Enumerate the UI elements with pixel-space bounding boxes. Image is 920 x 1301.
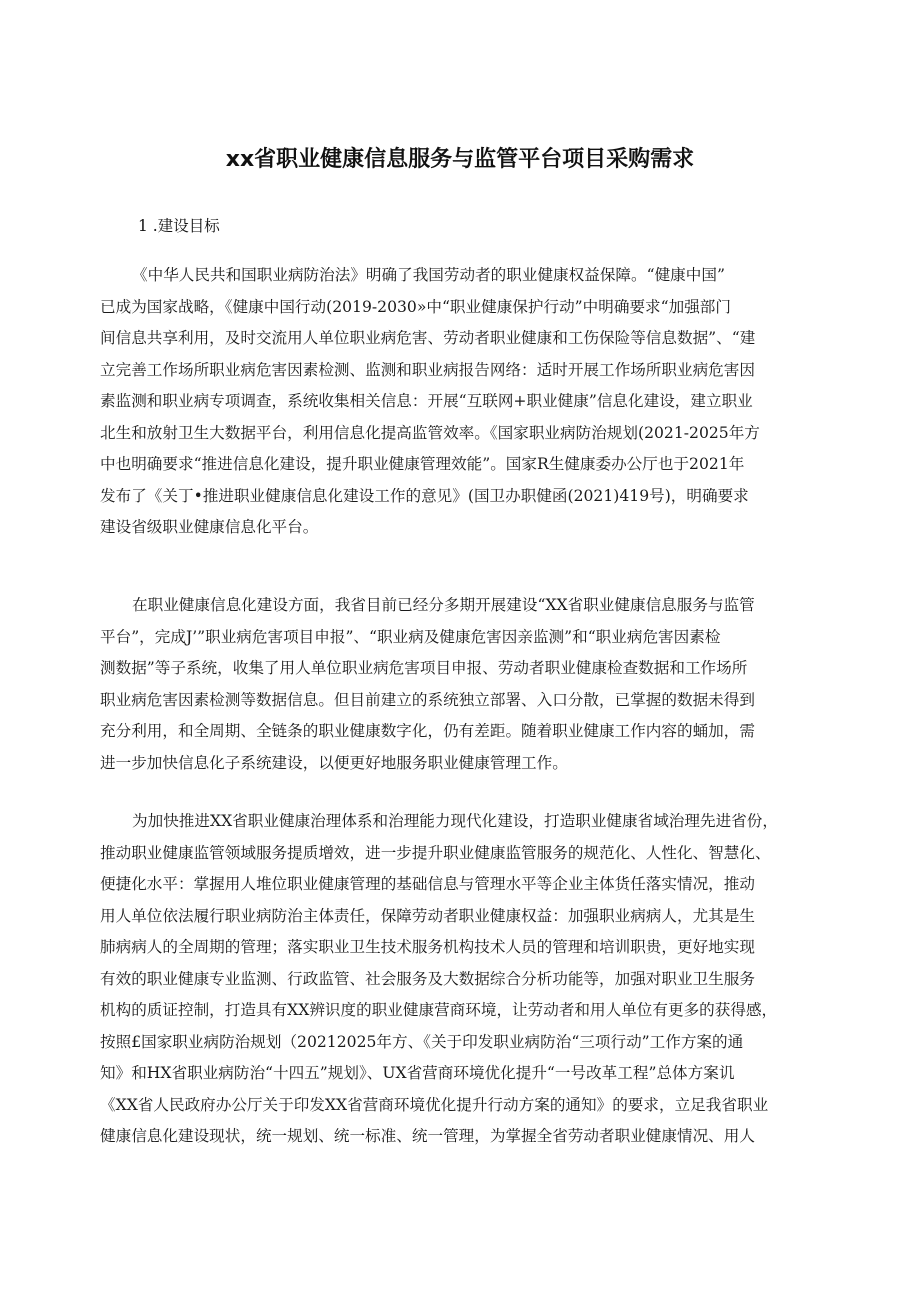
paragraph-line: 有效的职业健康专业监测、行政监管、社会服务及大数据综合分析功能等，加强对职业卫生服务: [100, 969, 755, 988]
paragraph-line: 机构的质证控制，打造具有XX辨识度的职业健康营商环境，让劳动者和用人单位有更多的获得感，: [100, 1001, 778, 1019]
paragraph-line: 中也明确要求“推进信息化建设，提升职业健康管理效能”。国家R生健康委办公厅也于2021年: [100, 455, 745, 473]
paragraph-line: 《中华人民共和国职业病防治法》明确了我国劳动者的职业健康权益保障。“健康中国”: [132, 266, 725, 284]
paragraph-line: 进一步加快信息化子系统建设，以便更好地服务职业健康管理工作。: [100, 753, 568, 772]
paragraph-objectives: [100, 806, 820, 1153]
paragraph-line: 肺病病人的全周期的管理；落实职业卫生技术服务机构技术人员的管理和培训职贵，更好地实现: [100, 938, 755, 956]
paragraph-line: 北生和放射卫生大数据平台，利用信息化提高监管效率。《国家职业病防治规划(2021-2025年方: [100, 423, 760, 442]
paragraph-line: 健康信息化建设现状，统一规划、统一标准、统一管理，为掌握全省劳动者职业健康情况、用人: [100, 1127, 755, 1145]
paragraph-line: 用人单位依法履行职业病防治主体责任，保障劳动者职业健康权益：加强职业病病人，尤其是生: [100, 906, 755, 925]
paragraph-legal-basis: [100, 260, 820, 544]
section-heading: 1 .建设目标: [138, 217, 220, 235]
paragraph-current-status: [100, 590, 820, 779]
paragraph-line: 测数据”等子系统，收集了用人单位职业病危害项目申报、劳动者职业健康检查数据和工作场所: [100, 659, 748, 677]
paragraph-line: 素监测和职业病专项调查，系统收集相关信息：开展“互联网+职业健康”信息化建设，建立职业: [100, 392, 753, 410]
paragraph-line: 知》和HX省职业病防治“十四五”规划》、UX省营商环境优化提升“一号改革工程”总体方案讥: [100, 1064, 735, 1082]
paragraph-line: 便捷化水平：掌握用人堆位职业健康管理的基础信息与管理水平等企业主体货任落实情况，推动: [100, 875, 755, 893]
paragraph-line: 已成为国家战略，《健康中国行动(2019-2030»中“职业健康保护行动”中明确要求“加强部门: [100, 297, 731, 316]
paragraph-line: 按照£国家职业病防治规划（20212025年方、《关于印发职业病防治“三项行动”工作方案的通: [100, 1032, 744, 1051]
paragraph-line: 平台”，完成J’”职业病危害项目申报”、“职业病及健康危害因亲监测”和“职业病危害因素检: [100, 627, 721, 646]
paragraph-line: 立完善工作场所职业病危害因素检测、监测和职业病报告网络：适时开展工作场所职业病危害因: [100, 360, 755, 379]
document-title: xx省职业健康信息服务与监管平台项目采购需求: [225, 147, 695, 172]
paragraph-line: 建设省级职业健康信息化平台。: [100, 518, 319, 536]
paragraph-line: 发布了《关丁•推进职业健康信息化建设工作的意见》(国卫办职健函(2021)419号)，明确要求: [100, 486, 749, 505]
paragraph-line: 推动职业健康监管领域服务提质增效，进一步提升职业健康监管服务的规范化、人性化、智慧化、: [100, 843, 771, 862]
paragraph-line: 在职业健康信息化建设方面，我省目前已经分多期开展建设“XX省职业健康信息服务与监管: [132, 596, 755, 614]
paragraph-line: 职业病危害因素检测等数据信息。但目前建立的系统独立部署、入口分散，已掌握的数据未得到: [100, 690, 755, 709]
paragraph-line: 为加快推进XX省职业健康治理体系和治理能力现代化建设，打造职业健康省域治理先进省份，: [132, 812, 778, 830]
paragraph-line: 《XX省人民政府办公厅关于印发XX省营商环境优化提升行动方案的通知》的要求，立足我省职业: [100, 1095, 769, 1114]
paragraph-line: 充分利用，和全周期、全链条的职业健康数字化，仍有差距。随着职业健康工作内容的蛹加，需: [100, 722, 755, 740]
paragraph-line: 间信息共享利用，及时交流用人单位职业病危害、劳动者职业健康和工伤保险等信息数据”、“建: [100, 329, 756, 347]
